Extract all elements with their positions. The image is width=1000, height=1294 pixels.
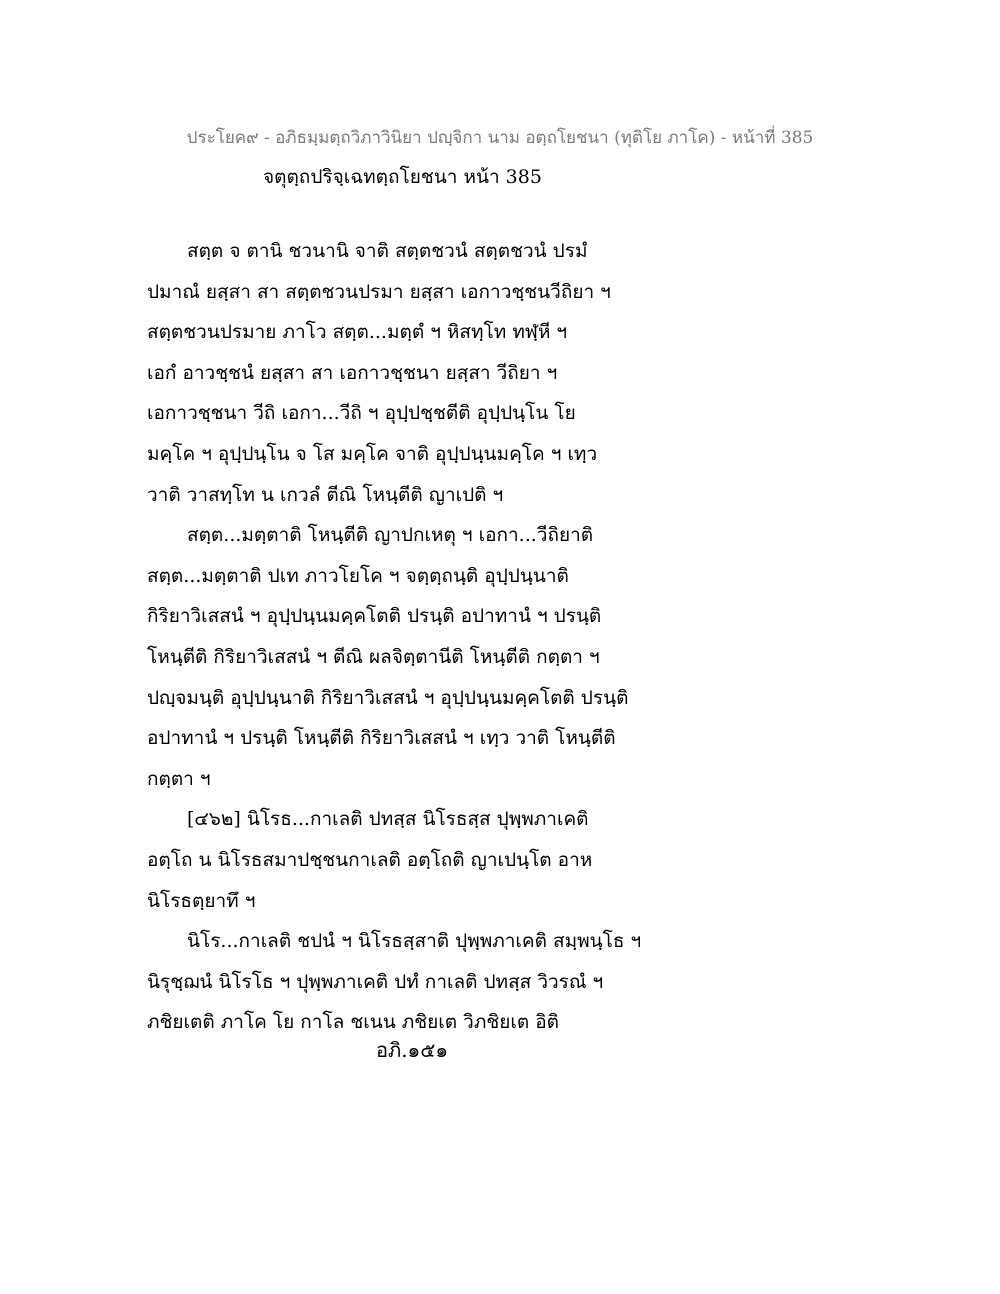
text-line: สตฺต จ ตานิ ชวนานิ จาติ สตฺตชวนํ สตฺตชวนํ ปรมํ — [187, 240, 588, 262]
running-header — [0, 124, 1000, 151]
text-line: กิริยาวิเสสนํ ฯ อุปฺปนฺนมคฺคโตติ ปรนฺติ อปาทานํ ฯ ปรนฺติ — [147, 605, 602, 628]
text-line: มคฺโค ฯ อุปฺปนฺโน จ โส มคฺโค จาติ อุปฺปนฺนมคฺโค ฯ เทฺว — [147, 442, 598, 465]
text-line: สตฺตชวนปรมาย ภาโว สตฺต...มตฺตํ ฯ หิสทฺโท ทฬฺหี ฯ — [147, 321, 568, 344]
text-line: เอกาวชฺชนา วีถิ เอกา...วีถิ ฯ อุปฺปชฺชตีติ อุปฺปนฺโน โย — [147, 402, 576, 425]
page-footer — [376, 1034, 448, 1066]
text-line: ภชิยเตติ ภาโค โย กาโล ชเนน ภชิยเต วิภชิยเต อิติ — [147, 1011, 560, 1034]
section-heading-text: จตุตฺถปริจฺเฉทตฺถโยชนา หน้า 385 — [263, 166, 542, 188]
text-line: สตฺต...มตฺตาติ ปเท ภาวโยโค ฯ จตฺตฺถนฺติ อุปฺปนฺนาติ — [147, 564, 569, 587]
text-line: กตฺตา ฯ — [147, 767, 211, 790]
text-line: [๔๖๒] นิโรธ...กาเลติ ปทสฺส นิโรธสฺส ปุพฺพภาเคติ — [187, 808, 589, 831]
text-line: นิโรธตฺยาทึ ฯ — [147, 889, 256, 912]
text-line: เอกํ อาวชฺชนํ ยสฺสา สา เอกาวชฺชนา ยสฺสา วีถิยา ฯ — [147, 361, 558, 384]
body-text — [147, 231, 707, 1043]
text-line: นิรุชฺฌนํ นิโรโธ ฯ ปุพฺพภาเคติ ปทํ กาเลติ ปทสฺส วิวรณํ ฯ — [147, 970, 604, 993]
text-line: สตฺต...มตฺตาติ โหนฺตีติ ญาปกเหตุ ฯ เอกา...วีถิยาติ — [187, 524, 594, 547]
text-line: วาติ วาสทฺโท น เกวลํ ตีณิ โหนฺตีติ ญาเปติ ฯ — [147, 483, 504, 506]
text-line: อตฺโถ น นิโรธสมาปชฺชนกาเลติ อตฺโถติ ญาเปนฺโต อาห — [147, 848, 593, 871]
text-line: อปาทานํ ฯ ปรนฺติ โหนฺตีติ กิริยาวิเสสนํ ฯ เทฺว วาติ โหนฺตีติ — [147, 727, 616, 750]
text-line: โหนฺตีติ กิริยาวิเสสนํ ฯ ตีณิ ผลจิตฺตานีติ โหนฺตีติ กตฺตา ฯ — [147, 645, 600, 668]
running-title: ประโยค๙ - อภิธมฺมตฺถวิภาวินิยา ปญฺจิกา นาม อตฺถโยชนา (ทุติโย ภาโค) - หน้าที่ 385 — [186, 128, 814, 148]
page-reference: อภิ.๑๕๑ — [376, 1038, 449, 1062]
text-line: ปมาณํ ยสฺสา สา สตฺตชวนปรมา ยสฺสา เอกาวชฺชนวีถิยา ฯ — [147, 280, 611, 303]
section-heading — [263, 162, 542, 192]
text-line: นิโร...กาเลติ ชปนํ ฯ นิโรธสฺสาติ ปุพฺพภาเคติ สมฺพนฺโธ ฯ — [187, 930, 642, 953]
text-line: ปญฺจมนฺติ อุปฺปนฺนาติ กิริยาวิเสสนํ ฯ อุปฺปนฺนมคฺคโตติ ปรนฺติ — [147, 686, 629, 709]
